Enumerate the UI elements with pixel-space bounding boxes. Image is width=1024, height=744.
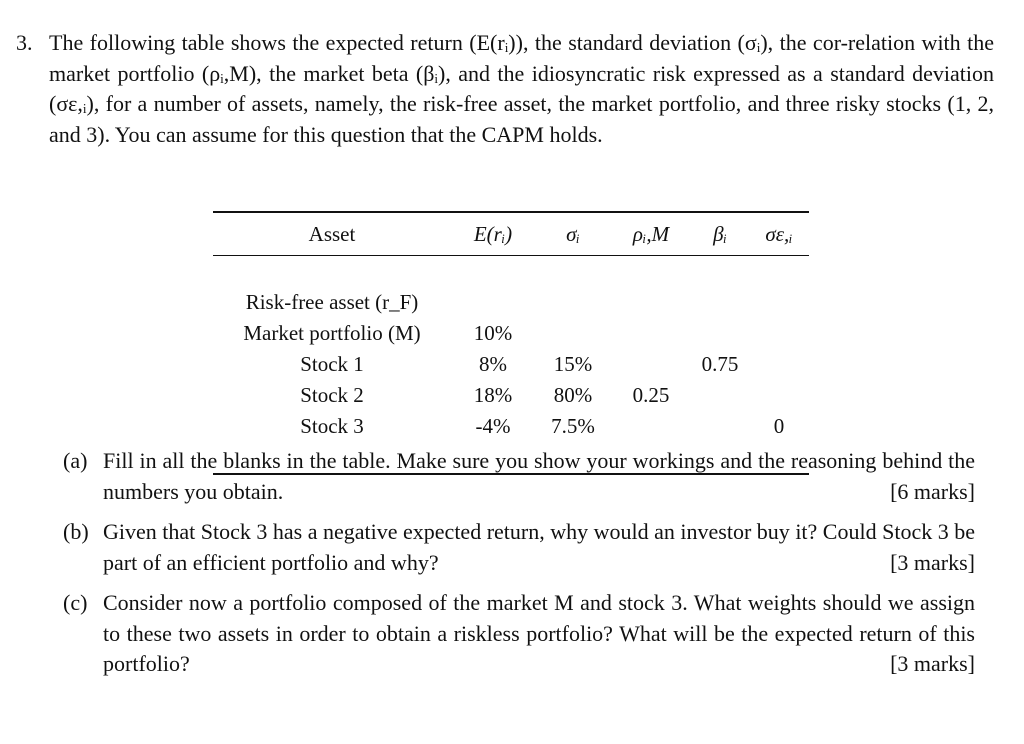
row-label: Market portfolio (M) [243, 321, 421, 345]
header-expected-return: E(rᵢ) [473, 221, 513, 246]
cell-std-dev [535, 318, 611, 349]
part-marks: [3 marks] [890, 549, 975, 575]
row-label: Stock 1 [300, 352, 364, 376]
row-label: Stock 3 [300, 414, 364, 438]
cell-std-dev [535, 287, 611, 318]
part-text: Fill in all the blanks in the table. Make sure you show your workings and the reasoning behind the numbers you obtain. [103, 448, 975, 504]
part-marks: [6 marks] [890, 478, 975, 504]
cell-correlation [611, 349, 691, 380]
part-label: (a) [63, 448, 88, 473]
row-label: Risk-free asset (r_F) [245, 290, 419, 314]
cell-expected-return: 18% [473, 383, 513, 407]
cell-beta [691, 380, 749, 411]
cell-std-dev: 80% [553, 383, 593, 407]
part-label: (c) [63, 590, 88, 615]
part-a [63, 446, 975, 507]
cell-expected-return [451, 287, 535, 318]
header-idio-risk: σε,ᵢ [765, 221, 793, 246]
row-label: Stock 2 [300, 383, 364, 407]
header-std-dev: σᵢ [566, 221, 580, 246]
cell-std-dev: 15% [553, 352, 593, 376]
header-correlation: ρᵢ,M [632, 221, 670, 246]
asset-table [213, 211, 809, 475]
table-row [213, 318, 809, 349]
cell-expected-return: -4% [475, 414, 511, 438]
question-intro: The following table shows the expected return (E(rᵢ)), the standard deviation (σᵢ), the cor-relation with the market portfolio (ρᵢ,M), the market beta (βᵢ), and the idiosyncratic risk expressed as a standard deviation (σε,ᵢ), for a number of assets, namely, the risk-free asset, the market portfolio, and three risky stocks (1, 2, and 3). You can assume for this question that the CAPM holds. [49, 30, 994, 147]
part-label: (b) [63, 519, 89, 544]
table-header-row [213, 213, 809, 255]
cell-std-dev: 7.5% [551, 414, 595, 438]
cell-idio-risk [749, 349, 809, 380]
cell-expected-return: 8% [479, 352, 507, 376]
cell-correlation [611, 287, 691, 318]
part-text: Given that Stock 3 has a negative expected return, why would an investor buy it? Could Stock 3 be part of an efficient portfolio and why? [103, 519, 975, 575]
table-row [213, 380, 809, 411]
table-row [213, 349, 809, 380]
table-row [213, 411, 809, 442]
cell-beta [691, 318, 749, 349]
header-beta: βᵢ [713, 221, 727, 246]
part-b [63, 517, 975, 578]
cell-idio-risk [749, 318, 809, 349]
cell-correlation: 0.25 [632, 383, 670, 407]
cell-correlation [611, 318, 691, 349]
cell-expected-return: 10% [473, 321, 513, 345]
question-number: 3. [16, 30, 33, 55]
part-c [63, 588, 975, 680]
cell-beta [691, 411, 749, 442]
table-row [213, 287, 809, 318]
cell-idio-risk: 0 [773, 414, 785, 438]
cell-beta: 0.75 [701, 352, 739, 376]
cell-idio-risk [749, 380, 809, 411]
cell-correlation [611, 411, 691, 442]
part-text: Consider now a portfolio composed of the market M and stock 3. What weights should we assign to these two assets in order to obtain a riskless portfolio? What will be the expected return of this portfolio? [103, 590, 975, 676]
part-marks: [3 marks] [890, 651, 975, 676]
header-asset: Asset [308, 221, 356, 246]
cell-idio-risk [749, 287, 809, 318]
cell-beta [691, 287, 749, 318]
question-parts [63, 446, 975, 690]
